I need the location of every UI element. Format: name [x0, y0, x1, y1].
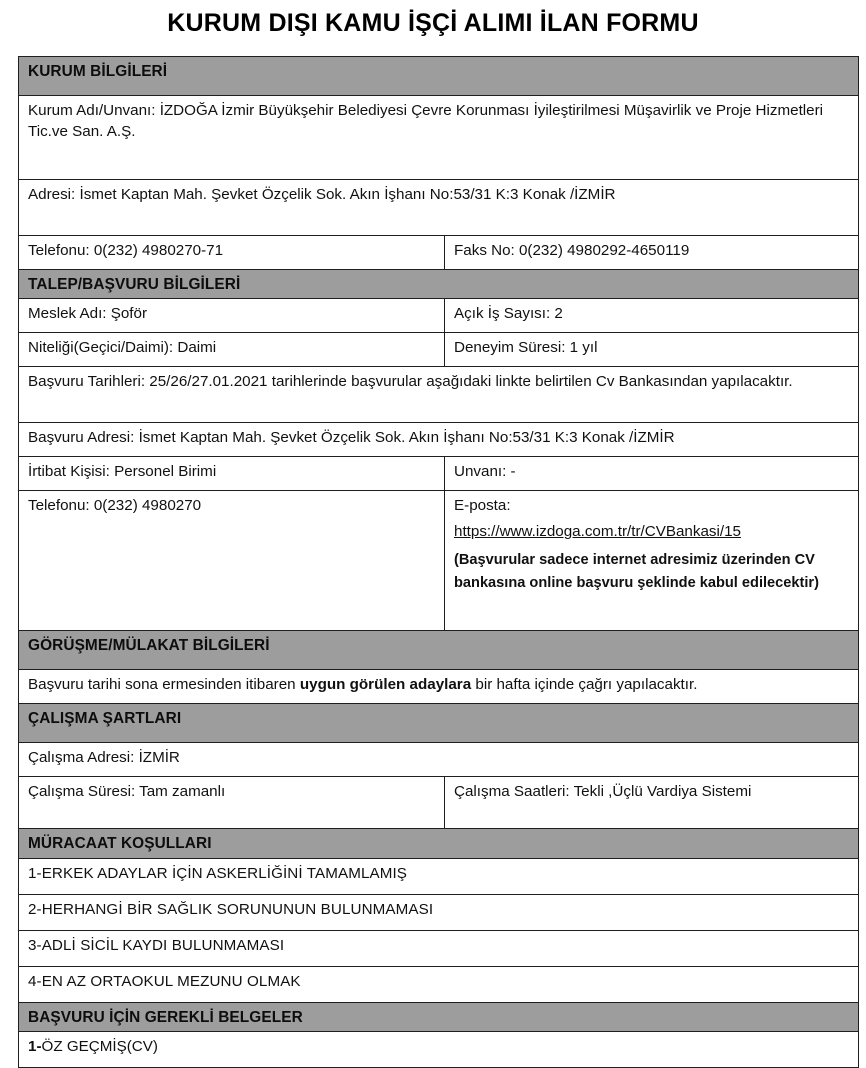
field-basvuru-tarihleri: Başvuru Tarihleri: 25/26/27.01.2021 tarihlerinde başvurular aşağıdaki linkte belirtilen Cv Bankasından yapılacaktır. [19, 367, 859, 423]
eposta-label: E-posta: [454, 497, 511, 515]
field-eposta-cell [445, 491, 859, 631]
table-row [19, 299, 859, 333]
table-row [19, 631, 859, 670]
page-title: KURUM DIŞI KAMU İŞÇİ ALIMI İLAN FORMU [167, 9, 699, 37]
list-item-belge-1 [19, 1031, 859, 1067]
field-calisma-saatleri: Çalışma Saatleri: Tekli ,Üçlü Vardiya Sistemi [445, 777, 859, 829]
table-row [19, 1031, 859, 1067]
table-row [19, 1002, 859, 1031]
table-row [19, 743, 859, 777]
field-kurum-faks: Faks No: 0(232) 4980292-4650119 [445, 236, 859, 270]
belge-1-number: 1- [28, 1037, 42, 1055]
field-irtibat-telefonu: Telefonu: 0(232) 4980270 [19, 491, 445, 631]
list-item-kosul-3: 3-ADLİ SİCİL KAYDI BULUNMAMASI [19, 930, 859, 966]
table-row [19, 270, 859, 299]
cv-bankasi-link[interactable]: https://www.izdoga.com.tr/tr/CVBankasi/15 [454, 523, 741, 541]
table-row [19, 57, 859, 96]
field-irtibat-kisisi: İrtibat Kişisi: Personel Birimi [19, 457, 445, 491]
table-row [19, 704, 859, 743]
table-row [19, 236, 859, 270]
table-row [19, 894, 859, 930]
list-item-kosul-2: 2-HERHANGİ BİR SAĞLIK SORUNUNUN BULUNMAMASI [19, 894, 859, 930]
section-header-muracaat-kosullari: MÜRACAAT KOŞULLARI [19, 829, 859, 858]
list-item-kosul-4: 4-EN AZ ORTAOKUL MEZUNU OLMAK [19, 966, 859, 1002]
field-kurum-adi: Kurum Adı/Unvanı: İZDOĞA İzmir Büyükşehir Belediyesi Çevre Korunması İyileştirilmesi Müşavirlik ve Proje Hizmetleri Tic.ve San. A.Ş. [19, 96, 859, 180]
table-row [19, 930, 859, 966]
table-row [19, 777, 859, 829]
eposta-note: (Başvurular sadece internet adresimiz üzerinden CV bankasına online başvuru şeklinde kabul edilecektir) [454, 552, 819, 592]
field-unvani: Unvanı: - [445, 457, 859, 491]
table-row [19, 491, 859, 631]
table-row [19, 829, 859, 858]
section-header-calisma-sartlari: ÇALIŞMA ŞARTLARI [19, 704, 859, 743]
table-row [19, 180, 859, 236]
field-basvuru-adresi: Başvuru Adresi: İsmet Kaptan Mah. Şevket Özçelik Sok. Akın İşhanı No:53/31 K:3 Konak /İZMİR [19, 423, 859, 457]
table-row [19, 367, 859, 423]
field-kurum-telefonu: Telefonu: 0(232) 4980270-71 [19, 236, 445, 270]
gorusme-note-bold: uygun görülen adaylara [299, 676, 472, 694]
table-row [19, 858, 859, 894]
field-deneyim-suresi: Deneyim Süresi: 1 yıl [445, 333, 859, 367]
field-niteligi: Niteliği(Geçici/Daimi): Daimi [19, 333, 445, 367]
belge-1-text: ÖZ GEÇMİŞ(CV) [41, 1037, 158, 1055]
field-kurum-adresi: Adresi: İsmet Kaptan Mah. Şevket Özçelik Sok. Akın İşhanı No:53/31 K:3 Konak /İZMİR [19, 180, 859, 236]
job-announcement-table [18, 56, 859, 1068]
section-header-kurum-bilgileri: KURUM BİLGİLERİ [19, 57, 859, 96]
section-header-talep-basvuru: TALEP/BAŞVURU BİLGİLERİ [19, 270, 859, 299]
gorusme-note-pre: Başvuru tarihi sona ermesinden itibaren [28, 676, 300, 694]
section-header-gerekli-belgeler: BAŞVURU İÇİN GEREKLİ BELGELER [19, 1002, 859, 1031]
field-meslek-adi: Meslek Adı: Şoför [19, 299, 445, 333]
table-row [19, 670, 859, 704]
section-header-gorusme-mulakat: GÖRÜŞME/MÜLAKAT BİLGİLERİ [19, 631, 859, 670]
field-gorusme-notu [19, 670, 859, 704]
field-acik-is-sayisi: Açık İş Sayısı: 2 [445, 299, 859, 333]
field-calisma-adresi: Çalışma Adresi: İZMİR [19, 743, 859, 777]
table-row [19, 96, 859, 180]
table-row [19, 966, 859, 1002]
list-item-kosul-1: 1-ERKEK ADAYLAR İÇİN ASKERLİĞİNİ TAMAMLAMIŞ [19, 858, 859, 894]
gorusme-note-post: bir hafta içinde çağrı yapılacaktır. [471, 676, 698, 694]
table-row [19, 423, 859, 457]
field-calisma-suresi: Çalışma Süresi: Tam zamanlı [19, 777, 445, 829]
table-row [19, 333, 859, 367]
table-row [19, 457, 859, 491]
